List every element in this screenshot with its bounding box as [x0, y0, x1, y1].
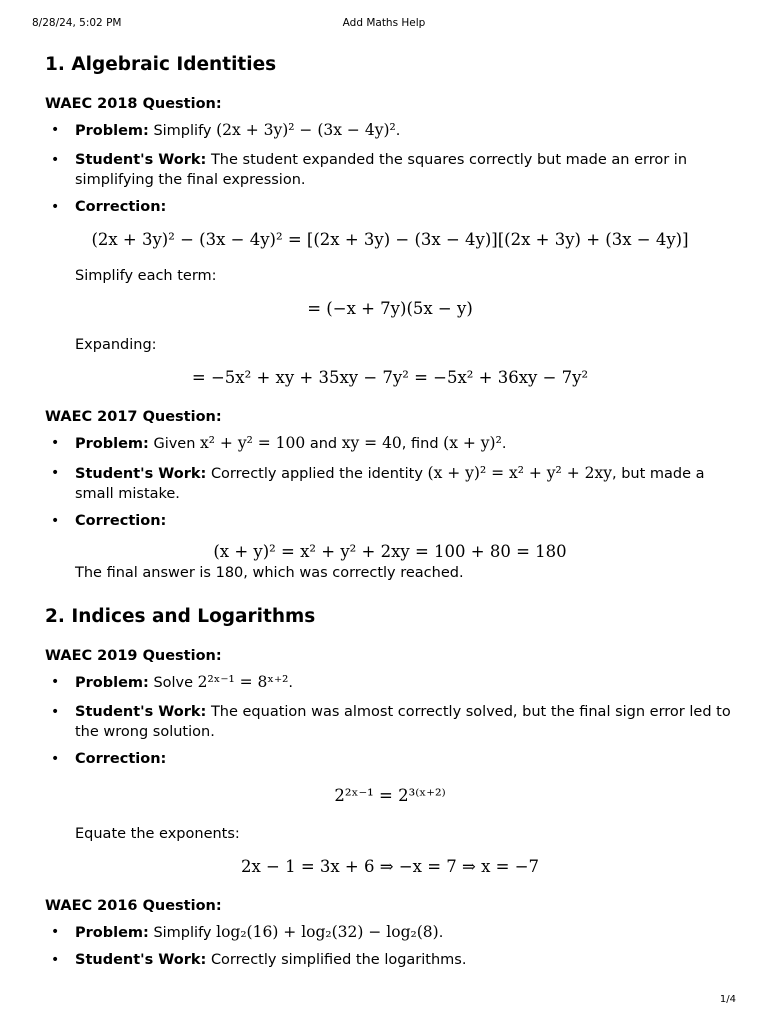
equation: 2²ˣ⁻¹ = 2³⁽ˣ⁺²⁾: [334, 786, 446, 805]
question-items: [45, 120, 735, 217]
equation: = (−x + 7y)(5x − y): [307, 299, 473, 318]
final-answer-text: The final answer is 180, which was correctly reached.: [75, 565, 464, 581]
print-timestamp: 8/28/24, 5:02 PM: [32, 17, 122, 29]
problem-connector: and: [305, 436, 342, 452]
step-text: Equate the exponents:: [75, 826, 240, 842]
step-text: Simplify each term:: [75, 268, 217, 284]
problem-label: Problem:: [75, 925, 149, 941]
question-heading: WAEC 2018 Question:: [45, 96, 222, 112]
correction-label: Correction:: [75, 751, 167, 767]
student-work-item: [45, 702, 735, 742]
work-label: Student's Work:: [75, 704, 207, 720]
question-items: [45, 922, 735, 970]
step-text: Expanding:: [75, 337, 157, 353]
question-heading: WAEC 2017 Question:: [45, 409, 222, 425]
question-items: [45, 433, 735, 531]
equation: = −5x² + xy + 35xy − 7y² = −5x² + 36xy − 7y²: [191, 368, 589, 387]
correction-item: [45, 749, 735, 769]
question-heading: WAEC 2019 Question:: [45, 648, 222, 664]
correction-item: [45, 197, 735, 217]
problem-math: x² + y² = 100: [200, 434, 306, 452]
print-header: [0, 17, 768, 31]
work-text: The student expanded the squares correctly but made an error in simplifying the final expression.: [75, 152, 688, 188]
work-label: Student's Work:: [75, 952, 207, 968]
problem-text: Simplify: [153, 925, 217, 941]
correction-label: Correction:: [75, 513, 167, 529]
section-title: 1. Algebraic Identities: [45, 54, 277, 75]
equation: (2x + 3y)² − (3x − 4y)² = [(2x + 3y) − (3x − 4y)][(2x + 3y) + (3x − 4y)]: [91, 230, 689, 249]
equation: (x + y)² = x² + y² + 2xy = 100 + 80 = 180: [213, 542, 567, 561]
problem-item: [45, 120, 735, 141]
problem-item: [45, 672, 735, 693]
problem-suffix: .: [501, 436, 507, 452]
work-text: Correctly simplified the logarithms.: [210, 952, 467, 968]
problem-math: (x + y)²: [443, 434, 502, 452]
work-text: Correctly applied the identity: [210, 466, 428, 482]
work-label: Student's Work:: [75, 466, 207, 482]
student-work-item: [45, 950, 735, 970]
problem-item: [45, 922, 735, 943]
problem-label: Problem:: [75, 675, 149, 691]
work-math: (x + y)² = x² + y² + 2xy: [427, 464, 612, 482]
student-work-item: [45, 463, 735, 504]
print-page-title: Add Maths Help: [342, 17, 426, 29]
problem-suffix: .: [438, 925, 444, 941]
work-label: Student's Work:: [75, 152, 207, 168]
print-page-number: 1/4: [719, 994, 736, 1005]
question-items: [45, 672, 735, 769]
correction-item: [45, 511, 735, 531]
question-heading: WAEC 2016 Question:: [45, 898, 222, 914]
problem-item: [45, 433, 735, 454]
problem-text: Given: [153, 436, 201, 452]
correction-label: Correction:: [75, 199, 167, 215]
problem-label: Problem:: [75, 436, 149, 452]
problem-math: log₂(16) + log₂(32) − log₂(8): [216, 923, 439, 941]
problem-text: Simplify: [153, 123, 217, 139]
problem-text: Solve: [153, 675, 198, 691]
section-title: 2. Indices and Logarithms: [45, 606, 316, 627]
problem-label: Problem:: [75, 123, 149, 139]
work-suffix: , but made a small mistake.: [75, 466, 705, 502]
problem-math: xy = 40: [341, 434, 402, 452]
student-work-item: [45, 150, 735, 190]
problem-suffix: .: [395, 123, 401, 139]
document-content: [45, 52, 735, 970]
work-text: The equation was almost correctly solved, but the final sign error led to the wrong solution.: [75, 704, 731, 740]
problem-math: 2²ˣ⁻¹ = 8ˣ⁺²: [197, 673, 289, 691]
problem-math: (2x + 3y)² − (3x − 4y)²: [216, 121, 396, 139]
equation: 2x − 1 = 3x + 6 ⇒ −x = 7 ⇒ x = −7: [240, 857, 540, 876]
problem-suffix: .: [288, 675, 293, 691]
problem-connector: , find: [401, 436, 444, 452]
